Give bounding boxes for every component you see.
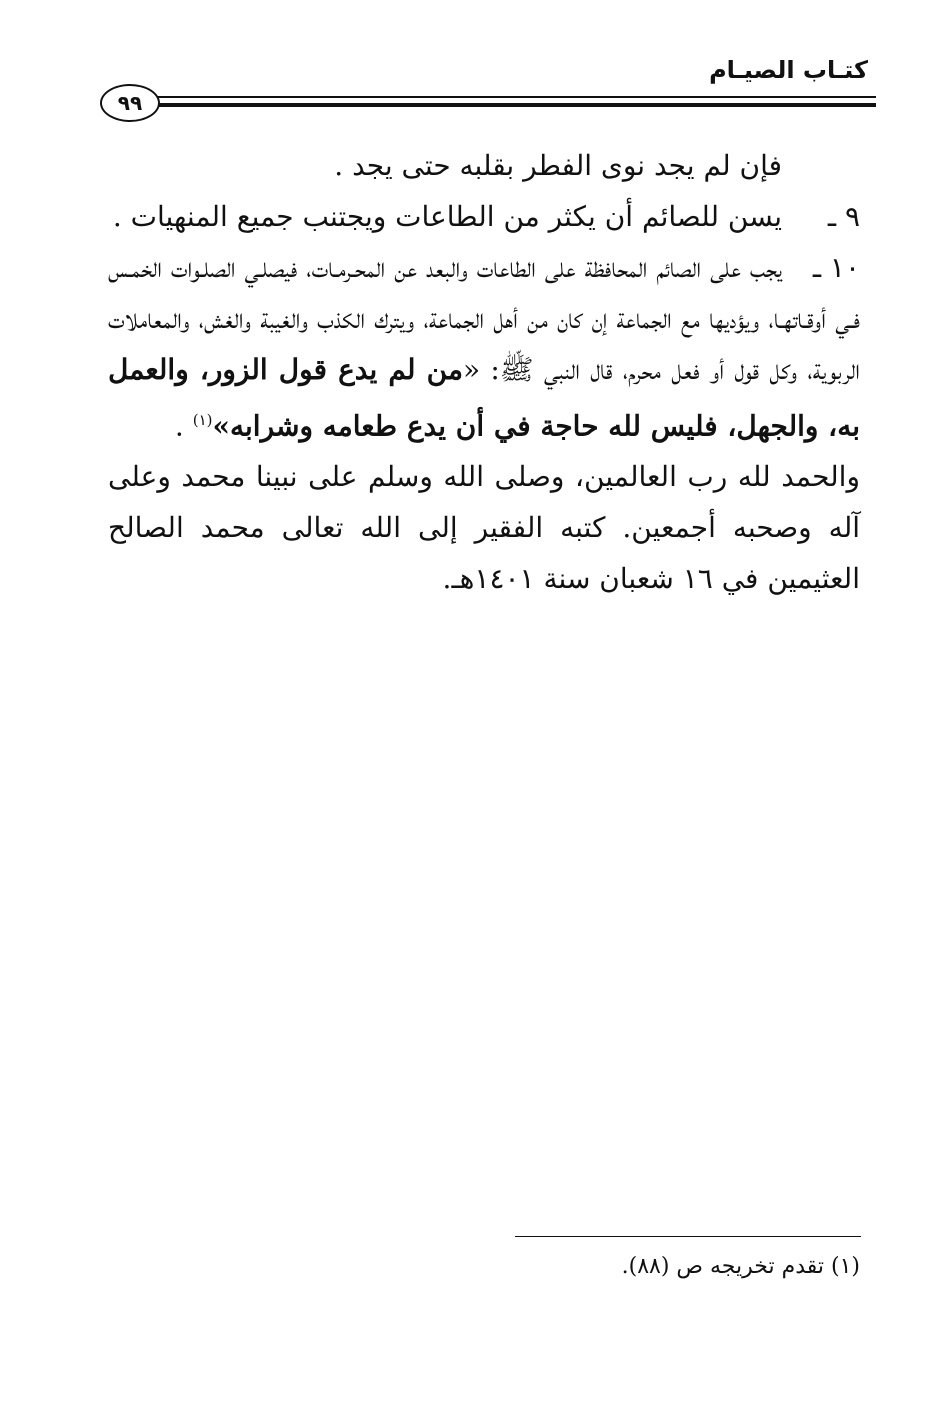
running-header-title: كتـاب الصيـام <box>709 56 868 84</box>
hadith-quote: من لم يدع قول الزور، والعمل به، والجهل، فليس لله حاجة في أن يدع طعامه وشرابه <box>108 353 860 443</box>
footnote-separator <box>515 1236 861 1237</box>
footnote-reference: (١) <box>192 411 213 429</box>
list-end-10: . <box>174 409 193 443</box>
list-number-10: ١٠ ـ <box>812 251 860 284</box>
page-number: ٩٩ <box>100 84 160 122</box>
list-number-9: ٩ ـ <box>827 200 860 233</box>
list-item-9 <box>108 191 860 242</box>
main-text <box>108 140 860 604</box>
header-rule <box>150 96 876 98</box>
footnote: (١) تقدم تخريجه ص (٨٨). <box>621 1254 860 1279</box>
header-rule-thick <box>150 103 876 107</box>
quote-close: » <box>212 409 230 443</box>
closing-paragraph: والحمد لله رب العالمين، وصلى الله وسلم على نبينا محمد وعلى آله وصحبه أجمعين. كتبه الفقير إلى الله تعالى محمد الصالح العثيمين في ١٦ شعبان سنة ١٤٠١هـ. <box>108 460 860 596</box>
list-text-10: يجب على الصائم المحافظة على الطاعات والبعد عن المحـرمـات، فيصلـي الصلـوات الخمـس فـي أوقـاتهـا، ويؤديها مع الجماعة إن كان من أهل الجماعة، ويترك الكذب والغيبة والغش، والمعاملات الربوية، وكل قول أو فعل محرم، قال النبي ﷺ: « <box>108 251 860 386</box>
list-item-10 <box>108 242 860 451</box>
list-text-9: يسن للصائم أن يكثر من الطاعات ويجتنب جميع المنهيات . <box>112 200 782 233</box>
paragraph-intro: فإن لم يجد نوى الفطر بقلبه حتى يجد . <box>334 149 782 182</box>
